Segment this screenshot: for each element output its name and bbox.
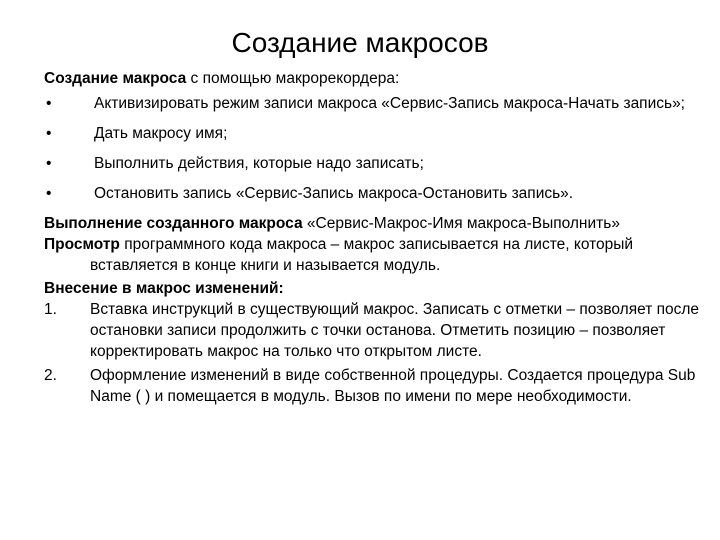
bullet-mark: • [46, 95, 52, 112]
bullet-text: Активизировать режим записи макроса «Сервис-Запись макроса-Начать запись»; [94, 95, 685, 112]
bullet-mark: • [46, 185, 52, 202]
view-bold: Просмотр [44, 236, 120, 253]
intro-bold: Создание макроса [44, 70, 187, 87]
intro-line [44, 68, 714, 89]
item-text: Оформление изменений в виде собственной процедуры. Создается процедура Sub Name ( ) и помещается в модуль. Вызов по имени по мере необходимости. [90, 367, 696, 405]
bullet-list [44, 93, 714, 204]
item-number: 2. [44, 367, 57, 384]
bullet-item [44, 123, 714, 144]
bullet-text: Остановить запись «Сервис-Запись макроса-Остановить запись». [94, 185, 574, 202]
bullet-item [44, 183, 714, 204]
item-text: Вставка инструкций в существующий макрос. Записать с отметки – позволяет после остановки записи продолжить с точки останова. Отметить позицию – позволяет корректировать макрос на только что открытом листе. [90, 301, 700, 360]
execution-bold: Выполнение созданного макроса [44, 215, 303, 232]
changes-heading: Внесение в макрос изменений: [44, 280, 284, 297]
intro-text: с помощью макрорекордера: [186, 70, 400, 87]
execution-text: «Сервис-Макрос-Имя макроса-Выполнить» [302, 215, 620, 232]
numbered-list [44, 299, 714, 407]
bullet-text: Дать макросу имя; [94, 125, 228, 142]
item-number: 1. [44, 301, 57, 318]
bullet-mark: • [46, 155, 52, 172]
numbered-item [44, 299, 714, 362]
numbered-item [44, 365, 714, 407]
execution-line [44, 213, 714, 234]
bullet-item [44, 93, 714, 114]
slide-body [44, 68, 714, 410]
view-text: программного кода макроса – макрос записывается на листе, который вставляется в конце книги и называется модуль. [90, 236, 634, 274]
slide-title: Создание макросов [231, 27, 489, 58]
bullet-item [44, 153, 714, 174]
bullet-mark: • [46, 125, 52, 142]
bullet-text: Выполнить действия, которые надо записать; [94, 155, 424, 172]
view-line [44, 234, 714, 276]
